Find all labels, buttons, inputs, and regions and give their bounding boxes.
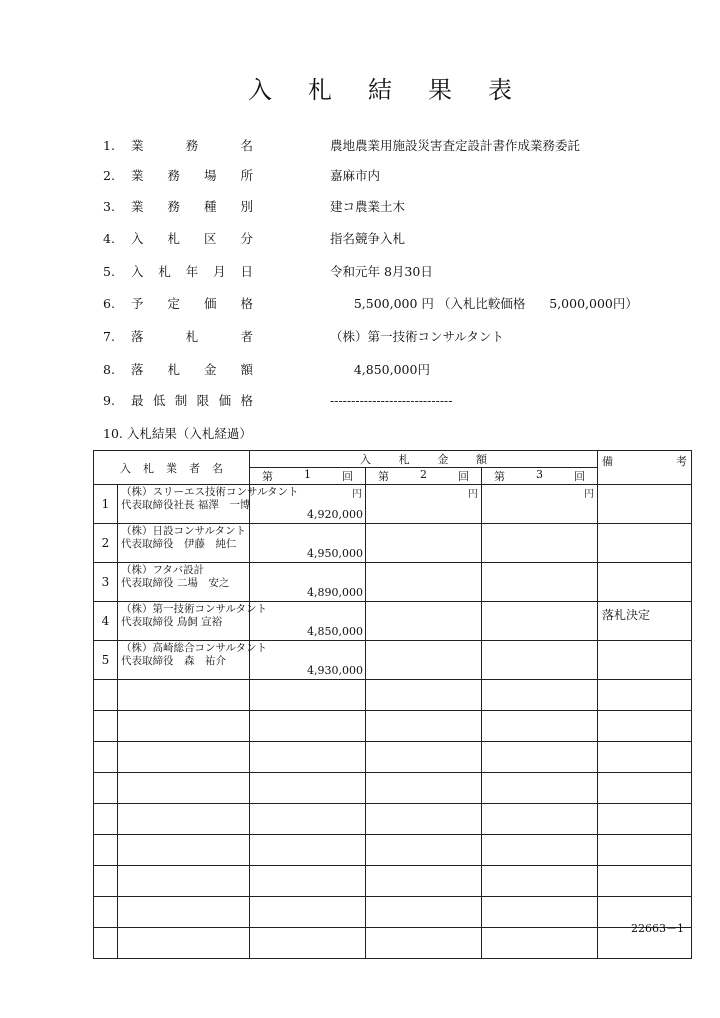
header-char: 入 [120, 461, 131, 475]
empty-row [94, 680, 692, 711]
item-number: 9. [103, 393, 115, 408]
empty-cell [118, 680, 250, 711]
bid-row-number: 4 [94, 602, 118, 641]
info-item [0, 327, 720, 347]
remark-cell: 落札決定 [598, 602, 692, 641]
empty-cell [250, 742, 366, 773]
empty-cell [598, 866, 692, 897]
info-item [0, 229, 720, 249]
empty-cell [482, 804, 598, 835]
bidder-representative: 代表取締役 伊藤 純仁 [121, 538, 237, 550]
empty-cell [94, 711, 118, 742]
empty-row [94, 711, 692, 742]
item-label [131, 294, 253, 314]
empty-cell [598, 773, 692, 804]
item-label-char: 札 [185, 329, 199, 344]
bid-results-table [93, 450, 692, 959]
header-char: 札 [143, 461, 154, 475]
item-label-char: 務 [167, 168, 180, 183]
bid-row [94, 641, 692, 680]
empty-cell [366, 835, 482, 866]
empty-cell [250, 866, 366, 897]
empty-cell [94, 680, 118, 711]
empty-cell [366, 742, 482, 773]
bid-row [94, 485, 692, 524]
empty-cell [482, 928, 598, 959]
item-label-char: 格 [240, 393, 253, 408]
item-label [131, 136, 253, 156]
bid-amount: 4,850,000 [307, 625, 363, 638]
empty-cell [250, 711, 366, 742]
bidder-representative: 代表取締役 二場 安之 [121, 577, 230, 589]
item-label-char: 別 [240, 199, 253, 214]
empty-cell [250, 928, 366, 959]
bid-amount: 4,890,000 [307, 586, 363, 599]
round-2-amount-cell [366, 524, 482, 563]
empty-cell [482, 773, 598, 804]
item-label-char: 落 [131, 329, 144, 344]
empty-row [94, 928, 692, 959]
header-char: 考 [676, 455, 688, 468]
item-number: 7. [103, 329, 115, 344]
bid-amount: 4,920,000 [307, 508, 363, 521]
empty-cell [118, 835, 250, 866]
empty-cell [250, 773, 366, 804]
title-char: 表 [488, 76, 512, 104]
page-title [0, 70, 720, 105]
item-label [131, 166, 253, 186]
bid-row-number: 5 [94, 641, 118, 680]
bidder-company: （株）日設コンサルタント [121, 525, 247, 537]
yen-unit: 円 [584, 489, 595, 500]
header-char: 2 [420, 468, 427, 481]
item-number: 6. [103, 296, 115, 311]
round-2-amount-cell [366, 602, 482, 641]
round-3-amount-cell [482, 602, 598, 641]
bid-row [94, 524, 692, 563]
empty-row [94, 773, 692, 804]
bidder-company: （株）スリーエス技術コンサルタント [121, 486, 299, 498]
item-value: （株）第一技術コンサルタント [330, 329, 504, 344]
empty-cell [482, 742, 598, 773]
bidder-name-cell [118, 485, 299, 524]
empty-cell [366, 897, 482, 928]
item-label-char: 年 [185, 264, 199, 279]
item-label-char: 入 [131, 264, 144, 279]
bidder-name-cell [118, 563, 250, 602]
empty-row [94, 866, 692, 897]
item-value: 建コ農業土木 [330, 199, 406, 214]
remarks-header [598, 451, 692, 485]
item-label-char: 落 [131, 362, 144, 377]
empty-cell [118, 897, 250, 928]
item-label-char: 場 [203, 168, 217, 183]
empty-cell [598, 804, 692, 835]
round-3-amount-cell [482, 641, 598, 680]
item-label-char: 予 [131, 296, 144, 311]
bidder-company: （株）高崎総合コンサルタント [121, 642, 268, 654]
empty-cell [94, 742, 118, 773]
empty-cell [482, 680, 598, 711]
empty-cell [598, 742, 692, 773]
empty-cell [94, 835, 118, 866]
item-number: 2. [103, 168, 115, 183]
empty-cell [366, 773, 482, 804]
item-label-char: 札 [167, 362, 180, 377]
document-number: 22663－1 [631, 922, 684, 935]
header-char: 金 [437, 453, 449, 466]
round-3-amount-cell [482, 485, 598, 524]
bid-amount-header [250, 451, 598, 468]
bidder-company: （株）第一技術コンサルタント [121, 603, 268, 615]
empty-cell [366, 711, 482, 742]
item-label-char: 業 [131, 138, 144, 153]
info-item [0, 136, 720, 156]
bid-row-number: 2 [94, 524, 118, 563]
yen-unit: 円 [468, 489, 478, 500]
item-label-char: 制 [174, 393, 188, 408]
item-value: ----------------------------- [330, 393, 453, 408]
item-label-char: 月 [213, 264, 226, 279]
info-item [0, 166, 720, 186]
empty-row [94, 835, 692, 866]
empty-cell [366, 928, 482, 959]
item-value: 5,500,000 円 （入札比較価格 5,000,000円） [330, 296, 638, 311]
header-char: 札 [398, 453, 410, 466]
item-label-char: 業 [131, 199, 144, 214]
bidder-company: （株）フタバ設計 [121, 564, 205, 576]
empty-cell [482, 711, 598, 742]
header-char: 額 [476, 453, 488, 466]
item-label-char: 務 [167, 199, 180, 214]
header-char: 回 [342, 470, 353, 483]
empty-cell [118, 773, 250, 804]
empty-cell [366, 680, 482, 711]
empty-cell [250, 804, 366, 835]
title-char: 結 [368, 76, 392, 104]
empty-row [94, 897, 692, 928]
header-char: 業 [166, 461, 177, 475]
header-char: 入 [360, 453, 371, 466]
empty-cell [118, 928, 250, 959]
empty-row [94, 742, 692, 773]
header-char: 回 [574, 470, 585, 483]
item-label-char: 区 [203, 231, 217, 246]
empty-cell [366, 866, 482, 897]
round-1-amount-cell [250, 602, 366, 641]
item-value: 指名競争入札 [330, 231, 406, 246]
header-char: 1 [304, 468, 311, 481]
empty-cell [94, 928, 118, 959]
bidder-name-cell [118, 602, 268, 641]
round-2-header [366, 468, 482, 485]
info-item [0, 360, 720, 380]
round-2-amount-cell [366, 641, 482, 680]
item-label-char: 入 [131, 231, 144, 246]
item-label-char: 分 [240, 231, 253, 246]
item-number: 4. [103, 231, 115, 246]
item-label-char: 日 [240, 264, 253, 279]
round-1-amount-cell [250, 563, 366, 602]
bid-amount: 4,950,000 [307, 547, 363, 560]
section-10-heading: 10. 入札結果（入札経過） [103, 426, 252, 441]
header-char: 3 [536, 468, 543, 481]
empty-cell [250, 680, 366, 711]
header-char: 者 [189, 461, 200, 475]
item-label-char: 金 [203, 362, 217, 377]
header-char: 第 [262, 470, 273, 483]
item-label-char: 最 [131, 393, 144, 408]
item-label [131, 262, 253, 282]
bidder-name-cell [118, 524, 250, 563]
item-label-char: 額 [240, 362, 253, 377]
item-number: 1. [103, 138, 115, 153]
bid-row-number: 1 [94, 485, 118, 524]
round-2-amount-cell [366, 485, 482, 524]
item-label-char: 名 [240, 138, 253, 153]
item-label-char: 者 [240, 329, 253, 344]
empty-cell [250, 897, 366, 928]
empty-cell [94, 866, 118, 897]
empty-cell [598, 680, 692, 711]
bid-row [94, 602, 692, 641]
empty-cell [482, 866, 598, 897]
remark-cell [598, 641, 692, 680]
item-label [131, 391, 253, 411]
bid-amount: 4,930,000 [307, 664, 363, 677]
header-char: 名 [212, 461, 223, 475]
round-1-amount-cell [250, 485, 366, 524]
empty-cell [94, 804, 118, 835]
item-value: 令和元年 8月30日 [330, 264, 433, 279]
item-label-char: 格 [240, 296, 253, 311]
item-number: 3. [103, 199, 115, 214]
bidder-representative: 代表取締役社長 福澤 一博 [121, 499, 251, 511]
empty-cell [94, 773, 118, 804]
empty-cell [118, 742, 250, 773]
empty-cell [250, 835, 366, 866]
yen-unit: 円 [352, 489, 362, 500]
remark-cell [598, 485, 692, 524]
item-label-char: 札 [158, 264, 171, 279]
item-label [131, 327, 253, 347]
empty-cell [482, 897, 598, 928]
empty-cell [118, 866, 250, 897]
item-label-char: 札 [167, 231, 180, 246]
round-1-amount-cell [250, 641, 366, 680]
title-char: 札 [308, 76, 332, 104]
header-char: 第 [494, 470, 505, 483]
item-label-char: 務 [185, 138, 199, 153]
item-label-char: 低 [152, 393, 166, 408]
empty-cell [94, 897, 118, 928]
round-3-header [482, 468, 598, 485]
info-item [0, 391, 720, 411]
item-label-char: 限 [196, 393, 210, 408]
item-number: 8. [103, 362, 115, 377]
item-value: 嘉麻市内 [330, 168, 381, 183]
empty-cell [598, 711, 692, 742]
bidder-name-cell [118, 641, 268, 680]
empty-cell [366, 804, 482, 835]
empty-cell [118, 804, 250, 835]
round-2-amount-cell [366, 563, 482, 602]
item-number: 5. [103, 264, 115, 279]
remark-cell [598, 563, 692, 602]
empty-cell [482, 835, 598, 866]
header-char: 回 [458, 470, 469, 483]
bid-row-number: 3 [94, 563, 118, 602]
empty-cell [118, 711, 250, 742]
header-char: 第 [378, 470, 389, 483]
item-label [131, 197, 253, 217]
item-label [131, 229, 253, 249]
item-label [131, 360, 253, 380]
round-1-header [250, 468, 366, 485]
item-label-char: 定 [167, 296, 180, 311]
remark-cell [598, 524, 692, 563]
info-item [0, 262, 720, 282]
empty-cell [598, 835, 692, 866]
bidder-representative: 代表取締役 森 祐介 [121, 655, 226, 667]
item-label-char: 業 [131, 168, 144, 183]
item-label-char: 価 [218, 393, 232, 408]
round-3-amount-cell [482, 524, 598, 563]
item-label-char: 価 [203, 296, 217, 311]
info-item [0, 294, 720, 314]
bid-row [94, 563, 692, 602]
info-item [0, 197, 720, 217]
item-label-char: 所 [240, 168, 253, 183]
empty-row [94, 804, 692, 835]
round-1-amount-cell [250, 524, 366, 563]
round-3-amount-cell [482, 563, 598, 602]
header-char: 備 [602, 455, 614, 468]
item-value: 農地農業用施設災害査定設計書作成業務委託 [330, 138, 581, 153]
bidder-name-header [94, 451, 250, 485]
item-label-char: 種 [203, 199, 217, 214]
item-value: 4,850,000円 [330, 362, 430, 377]
title-char: 果 [428, 76, 452, 104]
title-char: 入 [248, 76, 272, 104]
bidder-representative: 代表取締役 鳥飼 宣裕 [121, 616, 223, 628]
